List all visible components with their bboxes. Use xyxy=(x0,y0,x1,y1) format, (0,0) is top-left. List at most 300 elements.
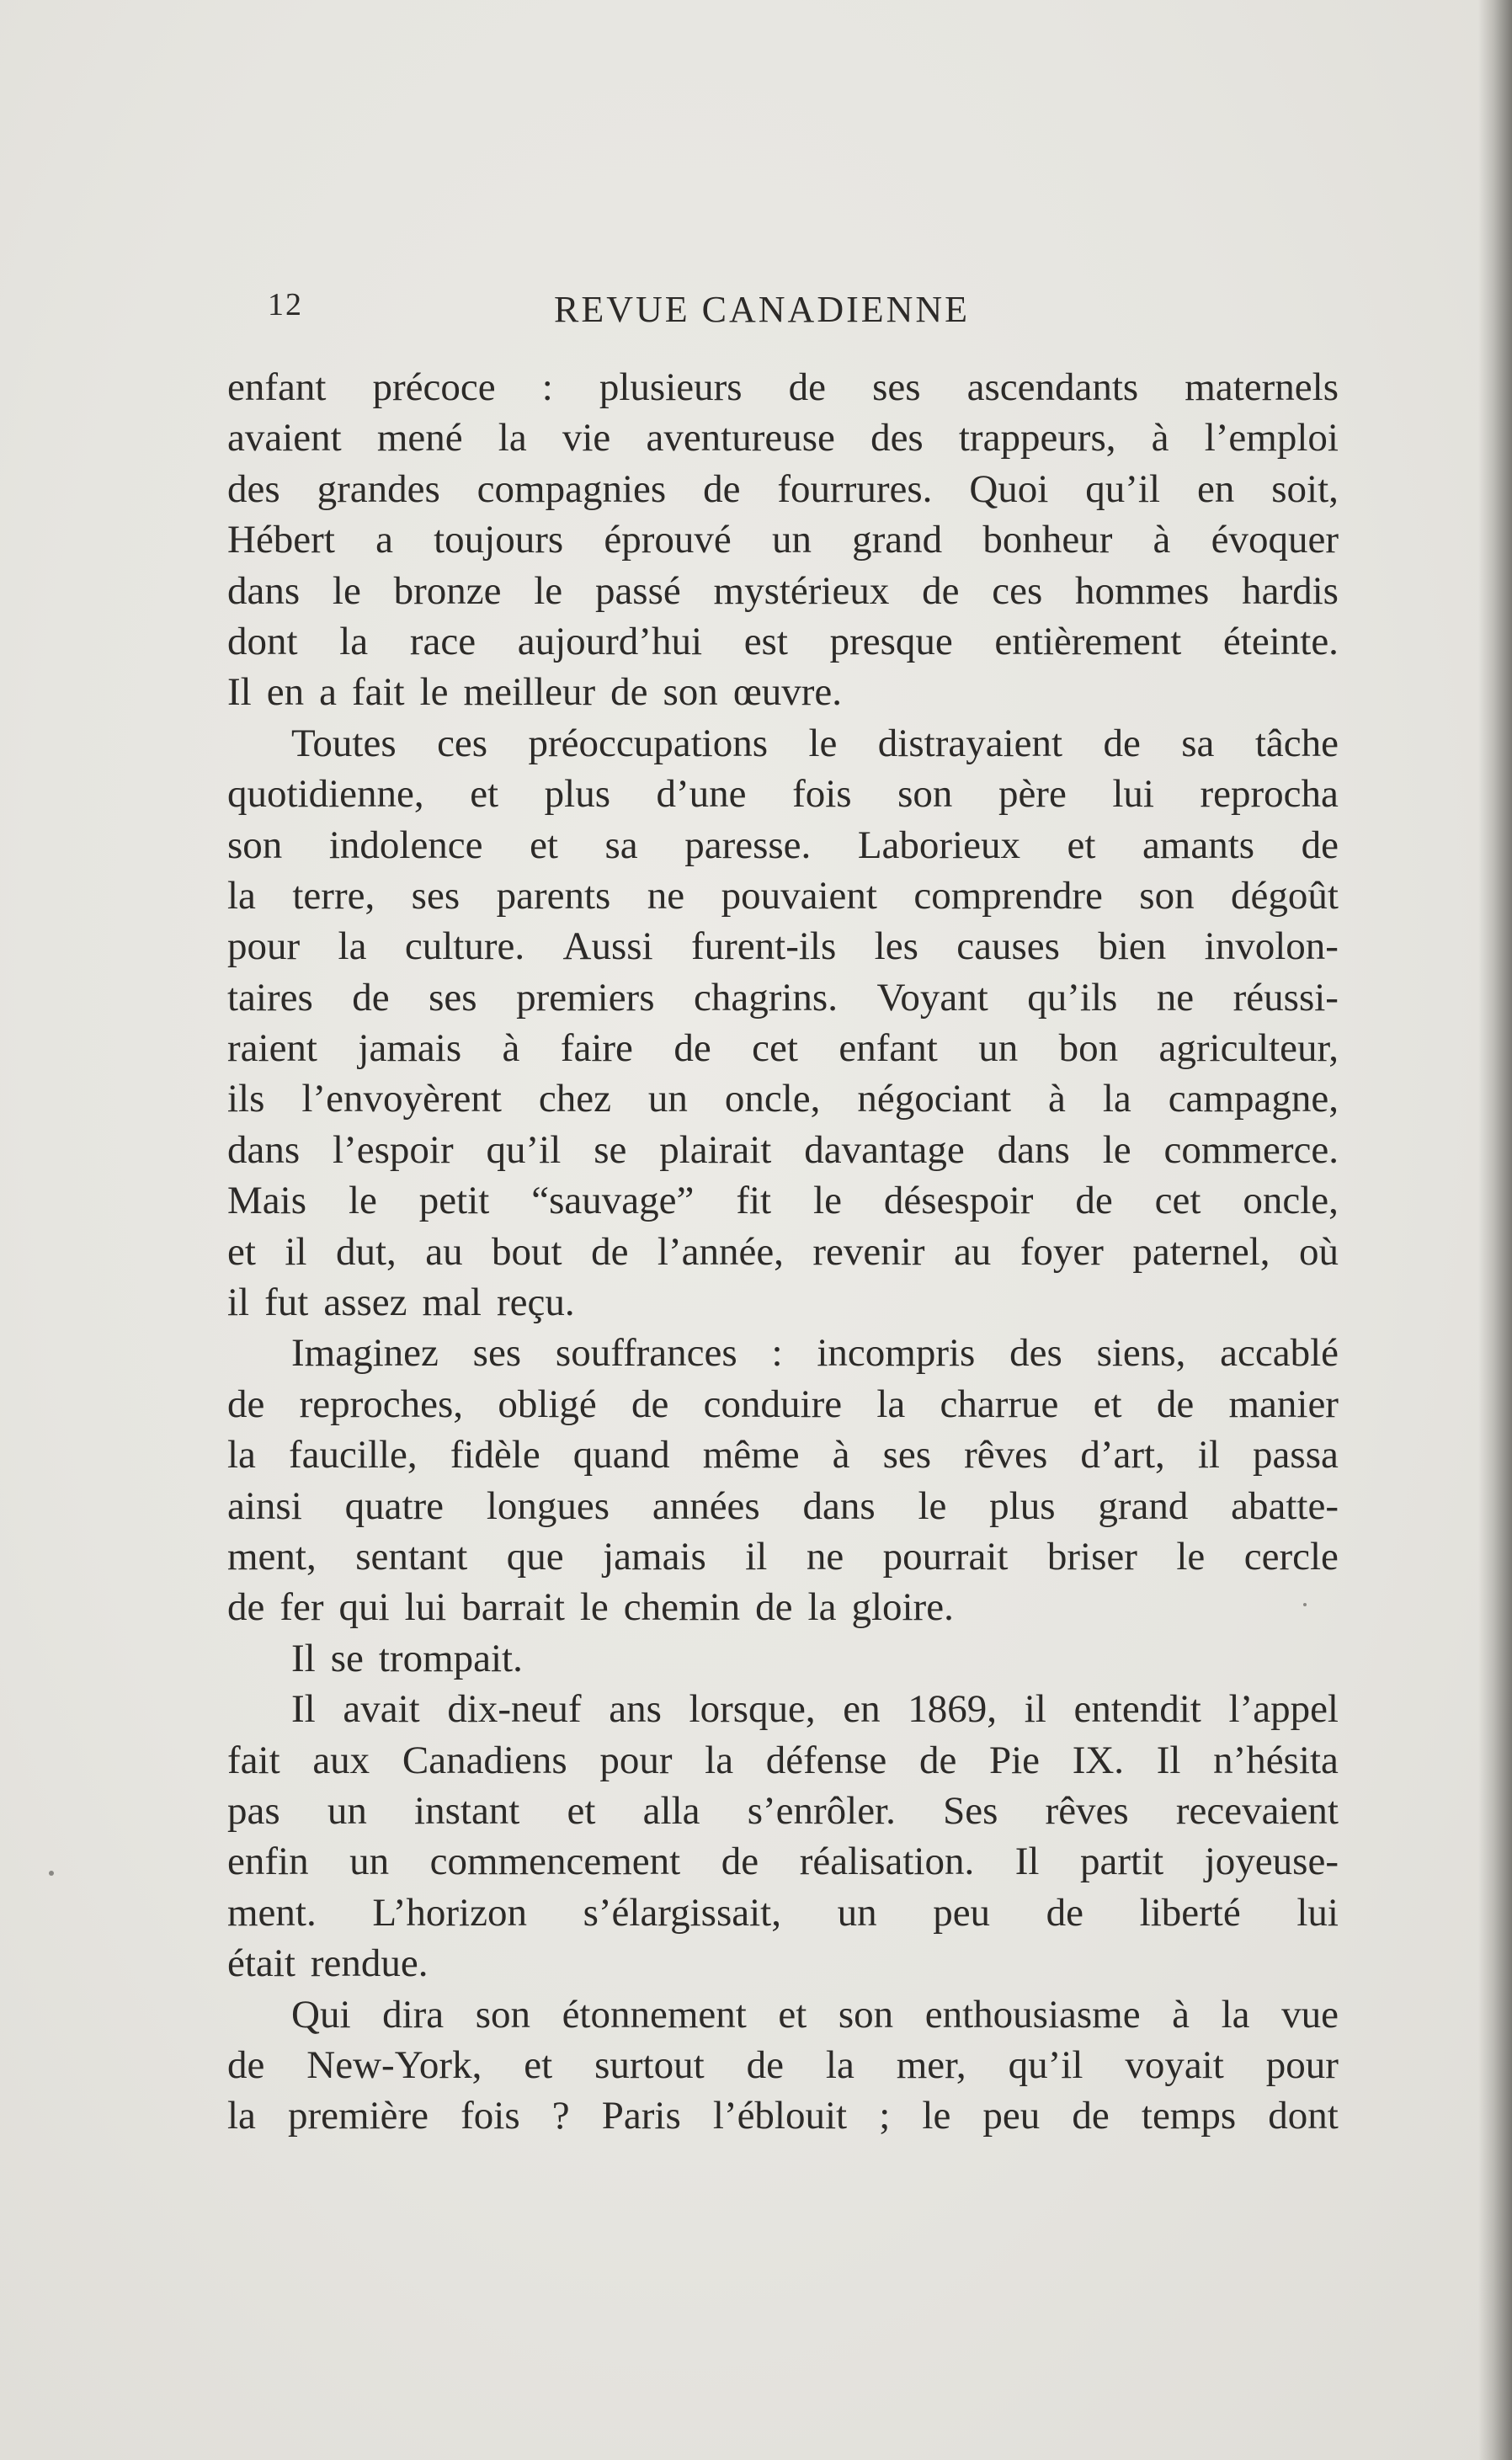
word: l’emploi xyxy=(1204,416,1339,461)
word: race xyxy=(409,619,476,663)
word: la xyxy=(498,416,527,461)
word: Il xyxy=(1014,1840,1040,1884)
word: le xyxy=(1102,1127,1131,1172)
running-head xyxy=(268,286,1055,345)
word: vue xyxy=(1281,1992,1339,2037)
word: son xyxy=(227,823,283,867)
word: surtout xyxy=(594,2042,705,2087)
word: plusieurs xyxy=(599,365,743,409)
word: Hébert xyxy=(227,518,335,562)
word: la xyxy=(1102,1077,1131,1121)
word: peu xyxy=(982,2094,1041,2138)
word: toujours xyxy=(434,518,564,562)
text-line xyxy=(227,566,1339,616)
word: un xyxy=(349,1840,390,1884)
word: sa xyxy=(1181,721,1215,765)
word: sentant xyxy=(355,1534,468,1579)
word: dans xyxy=(997,1127,1070,1172)
word: le xyxy=(808,721,838,765)
word: ans xyxy=(609,1687,662,1732)
word: au xyxy=(425,1229,463,1274)
word: était xyxy=(227,1941,295,1986)
text-line xyxy=(227,413,1339,463)
word: ne xyxy=(1156,975,1195,1020)
word: gloire. xyxy=(851,1585,954,1630)
word: dans xyxy=(227,1127,301,1172)
word: ses xyxy=(472,1331,522,1376)
word: entièrement xyxy=(994,619,1182,663)
text-line xyxy=(227,2040,1339,2090)
word: de xyxy=(788,365,827,409)
word: aux xyxy=(312,1738,370,1782)
word: il xyxy=(1197,1433,1220,1478)
word: IX. xyxy=(1072,1738,1125,1782)
word: un xyxy=(647,1077,688,1121)
word: désespoir xyxy=(883,1179,1034,1223)
word: revenir xyxy=(812,1229,925,1274)
word: 1869, xyxy=(908,1687,998,1732)
word: son xyxy=(475,1992,530,2037)
word: qu’ils xyxy=(1027,975,1118,1020)
word: plus xyxy=(544,772,610,817)
word: partit xyxy=(1080,1840,1164,1884)
word: fer xyxy=(280,1585,324,1630)
word: son xyxy=(897,772,953,817)
word: voyait xyxy=(1125,2042,1224,2087)
word: pourrait xyxy=(882,1534,1009,1579)
text-line xyxy=(227,820,1339,871)
text-line xyxy=(227,1175,1339,1226)
word: il xyxy=(285,1229,307,1274)
word: pour xyxy=(599,1738,673,1782)
word: l’éblouit xyxy=(712,2094,848,2138)
word: lui xyxy=(404,1585,447,1630)
word: avait xyxy=(343,1687,420,1732)
word: rêves xyxy=(964,1433,1048,1478)
text-line xyxy=(227,1633,1339,1684)
word: pour xyxy=(1265,2042,1339,2087)
word: ainsi xyxy=(227,1483,302,1528)
word: Voyant xyxy=(876,975,988,1020)
word: n’hésita xyxy=(1213,1738,1339,1782)
word: grandes xyxy=(317,466,440,511)
text-line xyxy=(227,1430,1339,1480)
word: bien xyxy=(1098,924,1167,969)
word: ment, xyxy=(227,1534,317,1579)
word: de xyxy=(673,1026,711,1071)
word: parents xyxy=(496,873,611,918)
word: ses xyxy=(872,365,921,409)
word: meilleur xyxy=(463,670,596,715)
word: années xyxy=(652,1483,760,1528)
word: fois xyxy=(461,2094,520,2138)
word: foyer xyxy=(1020,1229,1104,1274)
word: taires xyxy=(227,975,313,1020)
word: Il xyxy=(291,1687,316,1732)
word: le xyxy=(813,1179,842,1223)
word: de xyxy=(227,2042,265,2087)
text-line xyxy=(227,1989,1339,2040)
word: bonheur xyxy=(982,518,1113,562)
word: davantage xyxy=(804,1127,965,1172)
word: liberté xyxy=(1139,1890,1241,1935)
word: indolence xyxy=(328,823,483,867)
word: dont xyxy=(1268,2094,1339,2138)
word: lui xyxy=(1112,772,1154,817)
word: enthousiasme xyxy=(924,1992,1141,2037)
text-line xyxy=(227,1227,1339,1277)
word: œuvre. xyxy=(732,670,843,715)
word: se xyxy=(330,1636,364,1680)
word: Il xyxy=(1156,1738,1181,1782)
word: pas xyxy=(227,1788,280,1833)
word: souffrances xyxy=(555,1331,737,1376)
word: le xyxy=(1176,1534,1206,1579)
word: recevaient xyxy=(1175,1788,1339,1833)
word: siens, xyxy=(1096,1331,1186,1376)
word: qui xyxy=(338,1585,390,1630)
word: l’envoyèrent xyxy=(301,1077,502,1121)
word: a xyxy=(375,518,393,562)
word: plus xyxy=(989,1483,1056,1528)
word: quotidienne, xyxy=(227,772,424,817)
word: enfin xyxy=(227,1840,309,1884)
word: paresse. xyxy=(684,823,812,867)
word: bout xyxy=(492,1229,562,1274)
word: alla xyxy=(642,1788,700,1833)
word: mer, xyxy=(896,2042,966,2087)
word: éprouvé xyxy=(604,518,732,562)
word: mené xyxy=(376,416,463,461)
word: ses xyxy=(882,1433,932,1478)
word: plairait xyxy=(659,1127,772,1172)
word: rendue. xyxy=(310,1941,429,1986)
word: dont xyxy=(227,619,298,663)
word: ces xyxy=(992,568,1043,613)
text-line xyxy=(227,514,1339,565)
page-number: 12 xyxy=(268,287,303,322)
word: en xyxy=(266,670,305,715)
word: campagne, xyxy=(1168,1077,1339,1121)
word: le xyxy=(918,1483,947,1528)
word: l’appel xyxy=(1228,1687,1339,1732)
word: le xyxy=(534,568,563,613)
word: commerce. xyxy=(1163,1127,1339,1172)
word: dans xyxy=(227,568,301,613)
word: de xyxy=(227,1382,265,1426)
word: joyeuse- xyxy=(1204,1840,1339,1884)
word: ils xyxy=(227,1077,265,1121)
word: instant xyxy=(414,1788,520,1833)
word: bon xyxy=(1058,1026,1119,1071)
word: de xyxy=(631,1382,669,1426)
word: de xyxy=(721,1840,759,1884)
word: son xyxy=(1139,873,1195,918)
word: un xyxy=(978,1026,1019,1071)
word: et xyxy=(470,772,499,817)
word: fidèle xyxy=(450,1433,540,1478)
word: la xyxy=(705,1738,734,1782)
word: barrait xyxy=(461,1585,565,1630)
word: la xyxy=(338,924,367,969)
word: Ses xyxy=(943,1788,998,1833)
word: et xyxy=(524,2042,553,2087)
word: de xyxy=(352,975,390,1020)
word: obligé xyxy=(498,1382,597,1426)
word: culture. xyxy=(404,924,525,969)
word: comprendre xyxy=(913,873,1103,918)
word: bronze xyxy=(393,568,502,613)
word: la xyxy=(227,873,256,918)
word: amants xyxy=(1142,823,1255,867)
text-line xyxy=(227,871,1339,921)
word: furent-ils xyxy=(690,924,837,969)
word: involon- xyxy=(1204,924,1339,969)
word: en xyxy=(1196,466,1235,511)
word: Il xyxy=(291,1636,316,1680)
word: Pie xyxy=(988,1738,1041,1782)
word: reproches, xyxy=(299,1382,464,1426)
word: fait xyxy=(227,1738,280,1782)
word: père xyxy=(998,772,1067,817)
text-line xyxy=(227,2090,1339,2141)
word: négociant xyxy=(857,1077,1012,1121)
word: briser xyxy=(1046,1534,1137,1579)
word: jamais xyxy=(358,1026,462,1071)
text-line xyxy=(227,1786,1339,1836)
word: de xyxy=(1301,823,1339,867)
word: à xyxy=(1172,1992,1190,2037)
word: entendit xyxy=(1073,1687,1201,1732)
word: cercle xyxy=(1243,1534,1339,1579)
word: la xyxy=(339,619,369,663)
word: oncle, xyxy=(1243,1179,1339,1223)
word: qu’il xyxy=(1085,466,1161,511)
text-line xyxy=(227,1582,1339,1632)
word: hommes xyxy=(1075,568,1210,613)
word: oncle, xyxy=(724,1077,821,1121)
text-line xyxy=(227,1531,1339,1582)
word: première xyxy=(288,2094,429,2138)
word: quatre xyxy=(344,1483,445,1528)
word: reprocha xyxy=(1200,772,1339,817)
word: dégoût xyxy=(1231,873,1339,918)
word: mystérieux xyxy=(713,568,890,613)
word: préoccupations xyxy=(528,721,769,765)
word: longues xyxy=(486,1483,610,1528)
word: de xyxy=(591,1229,629,1274)
word: distrayaient xyxy=(877,721,1063,765)
word: la xyxy=(227,2094,256,2138)
word: Mais xyxy=(227,1179,306,1223)
word: de xyxy=(746,2042,784,2087)
word: reçu. xyxy=(497,1281,575,1325)
word: grand xyxy=(852,518,943,562)
word: est xyxy=(743,619,788,663)
word: agriculteur, xyxy=(1158,1026,1339,1071)
text-line xyxy=(227,769,1339,819)
word: le xyxy=(922,2094,951,2138)
body-text xyxy=(227,362,1339,2142)
word: les xyxy=(874,924,918,969)
word: qu’il xyxy=(1008,2042,1083,2087)
word: causes xyxy=(956,924,1060,969)
text-line xyxy=(227,921,1339,972)
word: chez xyxy=(538,1077,611,1121)
word: terre, xyxy=(292,873,375,918)
word: raient xyxy=(227,1026,317,1071)
word: mal xyxy=(422,1281,482,1325)
word: Paris xyxy=(601,2094,681,2138)
word: Imaginez xyxy=(291,1331,439,1376)
word: fourrures. xyxy=(777,466,933,511)
word: dira xyxy=(382,1992,445,2037)
word: New-York, xyxy=(306,2042,482,2087)
text-line xyxy=(227,1836,1339,1887)
word: fut xyxy=(264,1281,309,1325)
word: il xyxy=(227,1281,250,1325)
word: fois xyxy=(792,772,852,817)
word: le xyxy=(332,568,361,613)
word: temps xyxy=(1141,2094,1237,2138)
word: de xyxy=(1103,721,1141,765)
word: et xyxy=(778,1992,807,2037)
word: il xyxy=(1024,1687,1046,1732)
word: charrue xyxy=(940,1382,1059,1426)
word: et xyxy=(567,1788,596,1833)
word: et xyxy=(1093,1382,1122,1426)
text-line xyxy=(227,1938,1339,1989)
word: passé xyxy=(594,568,681,613)
word: maternels xyxy=(1185,365,1339,409)
word: incompris xyxy=(817,1331,976,1376)
word: dut, xyxy=(335,1229,397,1274)
word: premiers xyxy=(516,975,655,1020)
word: de xyxy=(610,670,648,715)
word: assez xyxy=(323,1281,407,1325)
word: faire xyxy=(560,1026,633,1071)
word: Quoi xyxy=(969,466,1049,511)
word: fait xyxy=(351,670,405,715)
word: peu xyxy=(933,1890,991,1935)
word: s’enrôler. xyxy=(747,1788,896,1833)
text-line xyxy=(227,1277,1339,1328)
word: à xyxy=(1153,518,1171,562)
word: évoquer xyxy=(1211,518,1339,562)
word: des xyxy=(227,466,280,511)
word: des xyxy=(870,416,924,461)
word: ses xyxy=(429,975,477,1020)
word: passa xyxy=(1253,1433,1339,1478)
word: sa xyxy=(604,823,638,867)
text-line xyxy=(227,1073,1339,1124)
word: de xyxy=(703,466,741,511)
word: commencement xyxy=(429,1840,681,1884)
word: chemin xyxy=(623,1585,741,1630)
word: pouvaient xyxy=(721,873,877,918)
word: à xyxy=(1151,416,1169,461)
word: d’art, xyxy=(1080,1433,1165,1478)
word: de xyxy=(1075,1179,1113,1223)
paper-speck xyxy=(49,1871,54,1876)
word: : xyxy=(541,365,553,409)
word: précoce xyxy=(372,365,496,409)
word: le xyxy=(579,1585,609,1630)
word: l’année, xyxy=(657,1229,784,1274)
word: lui xyxy=(1296,1890,1339,1935)
word: lorsque, xyxy=(689,1687,816,1732)
word: la xyxy=(1221,1992,1250,2037)
word: et xyxy=(227,1229,256,1274)
word: des xyxy=(1009,1331,1062,1376)
word: ses xyxy=(411,873,461,918)
word: ? xyxy=(551,2094,570,2138)
word: ; xyxy=(879,2094,891,2138)
word: ne xyxy=(806,1534,844,1579)
word: pour xyxy=(227,924,301,969)
word: Toutes xyxy=(291,721,397,765)
word: le xyxy=(419,670,449,715)
word: a xyxy=(319,670,337,715)
word: étonnement xyxy=(562,1992,747,2037)
running-title: REVUE CANADIENNE xyxy=(554,289,971,330)
word: il xyxy=(745,1534,768,1579)
word: au xyxy=(953,1229,992,1274)
word: la xyxy=(227,1433,256,1478)
word: un xyxy=(327,1788,367,1833)
word: aventureuse xyxy=(646,416,835,461)
word: ne xyxy=(647,873,685,918)
word: de xyxy=(1156,1382,1195,1426)
word: L’horizon xyxy=(372,1890,527,1935)
word: de xyxy=(922,568,960,613)
word: de xyxy=(1046,1890,1084,1935)
word: faucille, xyxy=(288,1433,418,1478)
word: à xyxy=(1047,1077,1066,1121)
word: cet xyxy=(752,1026,798,1071)
word: “sauvage” xyxy=(531,1179,695,1223)
word: et xyxy=(530,823,558,867)
text-line xyxy=(227,1888,1339,1938)
text-line xyxy=(227,667,1339,717)
word: d’une xyxy=(656,772,747,817)
word: ment. xyxy=(227,1890,317,1935)
word: l’espoir xyxy=(333,1127,454,1172)
word: soit, xyxy=(1271,466,1339,511)
word: enfant xyxy=(227,365,327,409)
page-edge-shadow xyxy=(1478,0,1512,2460)
word: Il xyxy=(227,670,252,715)
word: hardis xyxy=(1242,568,1339,613)
word: enfant xyxy=(839,1026,938,1071)
word: trompait. xyxy=(378,1636,523,1680)
word: dans xyxy=(802,1483,876,1528)
word: en xyxy=(843,1687,881,1732)
word: s’élargissait, xyxy=(583,1890,781,1935)
word: rêves xyxy=(1045,1788,1129,1833)
word: manier xyxy=(1228,1382,1339,1426)
word: défense xyxy=(765,1738,887,1782)
word: à xyxy=(832,1433,850,1478)
word: vie xyxy=(562,416,611,461)
word: son xyxy=(838,1992,894,2037)
text-line xyxy=(227,718,1339,769)
text-line xyxy=(227,1735,1339,1786)
word: de xyxy=(755,1585,793,1630)
word: fit xyxy=(736,1179,772,1223)
word: un xyxy=(837,1890,877,1935)
word: éteinte. xyxy=(1222,619,1339,663)
